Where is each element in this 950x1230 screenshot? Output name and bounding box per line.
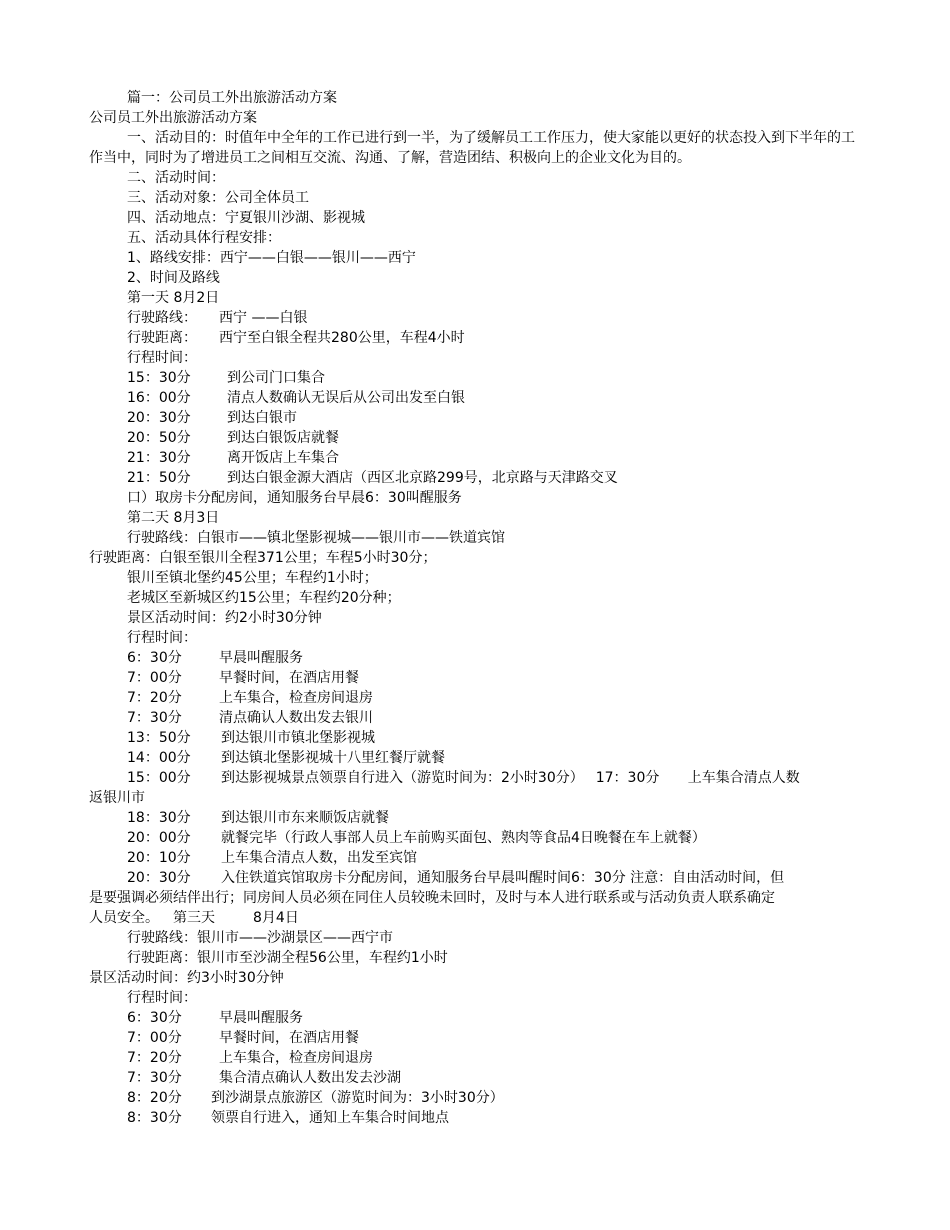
item-time: 20：50分 <box>127 430 191 446</box>
day3-distance: 行驶距离：银川市至沙湖全程56公里，车程约1小时 <box>127 950 448 966</box>
item-desc: 上车集合，检查房间退房 <box>219 690 373 706</box>
day3-date: 8月4日 <box>253 910 299 926</box>
day2-item <box>127 848 864 868</box>
item-desc: 清点确认人数出发去银川 <box>219 710 373 726</box>
item-time: 15：00分 <box>127 770 191 786</box>
item-time: 18：30分 <box>127 810 191 826</box>
item-time: 6：30分 <box>127 650 182 666</box>
day2-route: 行驶路线：白银市——镇北堡影视城——银川市——铁道宾馆 <box>127 530 505 546</box>
item-time: 21：50分 <box>127 470 191 486</box>
day1-item <box>127 388 864 408</box>
day3-item <box>127 1088 864 1108</box>
day1-item <box>127 428 864 448</box>
day2-note-line-2: 是要强调必须结伴出行；同房间人员必须在同住人员较晚未回时，及时与本人进行联系或与活动负责人联系确定 <box>89 890 775 906</box>
item-desc: 到达银川市东来顺饭店就餐 <box>221 810 389 826</box>
day1-heading: 第一天 8月2日 <box>127 290 220 306</box>
item-time: 7：20分 <box>127 1050 182 1066</box>
day3-route: 行驶路线：银川市——沙湖景区——西宁市 <box>127 930 393 946</box>
itinerary-heading: 五、活动具体行程安排： <box>127 230 281 246</box>
day1-route-value: 西宁 ——白银 <box>219 310 308 326</box>
day2-item <box>127 668 864 688</box>
item-time: 7：30分 <box>127 1070 182 1086</box>
doc-title: 篇一：公司员工外出旅游活动方案 <box>127 90 337 106</box>
day1-distance <box>127 328 864 348</box>
day2-item <box>127 808 864 828</box>
time-line: 二、活动时间： <box>127 170 225 186</box>
day2-item <box>127 648 864 668</box>
day3-item <box>127 1028 864 1048</box>
item-time: 6：30分 <box>127 1010 182 1026</box>
item-time: 7：00分 <box>127 670 182 686</box>
time-route-line: 2、时间及路线 <box>127 270 220 286</box>
day1-schedule-label: 行程时间： <box>127 350 197 366</box>
day2-item <box>127 708 864 728</box>
item-time: 20：00分 <box>127 830 191 846</box>
route-line: 1、路线安排：西宁——白银——银川——西宁 <box>127 250 416 266</box>
day1-route <box>127 308 864 328</box>
day2-schedule-label: 行程时间： <box>127 630 197 646</box>
day1-item <box>127 448 864 468</box>
day2-item-1730-continued: 返银川市 <box>89 790 145 806</box>
item-time: 8：30分 <box>127 1110 182 1126</box>
day3-item <box>127 1068 864 1088</box>
day2-distance-1: 银川至镇北堡约45公里；车程约1小时； <box>127 570 378 586</box>
day2-distance: 行驶距离：白银至银川全程371公里；车程5小时30分； <box>89 550 437 566</box>
day2-scenic-time: 景区活动时间：约2小时30分钟 <box>127 610 322 626</box>
item-time: 20：30分 <box>127 870 191 886</box>
item-time: 7：20分 <box>127 690 182 706</box>
item-time: 15：30分 <box>127 370 191 386</box>
day1-distance-label: 行驶距离： <box>127 330 197 346</box>
purpose-paragraph: 一、活动目的：时值年中全年的工作已进行到一半，为了缓解员工工作压力，使大家能以更好的状态投入到下半年的工作当中，同时为了增进员工之间相互交流、沟通、了解，营造团结、积极向上的企业文化为目的。 <box>89 130 855 166</box>
target-line: 三、活动对象：公司全体员工 <box>127 190 309 206</box>
day2-item <box>127 748 864 768</box>
item-time: 14：00分 <box>127 750 191 766</box>
item-desc: 到达白银市 <box>227 410 297 426</box>
item-time: 8：20分 <box>127 1090 182 1106</box>
item-desc: 早餐时间，在酒店用餐 <box>219 1030 359 1046</box>
day1-item <box>127 468 864 488</box>
item-time: 20：30分 <box>127 410 191 426</box>
item-desc: 到达镇北堡影视城十八里红餐厅就餐 <box>221 750 445 766</box>
day2-item <box>127 828 864 848</box>
day1-distance-value: 西宁至白银全程共280公里，车程4小时 <box>219 330 465 346</box>
item-time: 13：50分 <box>127 730 191 746</box>
item-desc: 清点人数确认无误后从公司出发至白银 <box>227 390 465 406</box>
day2-item <box>127 688 864 708</box>
item-desc: 到达白银金源大酒店（西区北京路299号，北京路与天津路交叉 <box>227 470 618 486</box>
day2-item <box>127 728 864 748</box>
item-desc: 领票自行进入，通知上车集合时间地点 <box>211 1110 449 1126</box>
day3-item <box>127 1008 864 1028</box>
item-time: 7：30分 <box>127 710 182 726</box>
place-line: 四、活动地点：宁夏银川沙湖、影视城 <box>127 210 365 226</box>
item-desc: 到达影视城景点领票自行进入（游览时间为：2小时30分） <box>221 770 584 786</box>
item-desc: 早晨叫醒服务 <box>219 650 303 666</box>
note-end: 人员安全。 <box>89 910 159 926</box>
item-desc: 上车集合清点人数，出发至宾馆 <box>221 850 417 866</box>
day2-heading: 第二天 8月3日 <box>127 510 220 526</box>
item-desc: 到公司门口集合 <box>227 370 325 386</box>
item-desc: 集合清点确认人数出发去沙湖 <box>219 1070 401 1086</box>
item-desc: 就餐完毕（行政人事部人员上车前购买面包、熟肉等食品4日晚餐在车上就餐） <box>221 830 706 846</box>
day2-distance-2: 老城区至新城区约15公里；车程约20分种； <box>127 590 401 606</box>
day2-item-2030 <box>127 868 864 888</box>
item-desc: 到达银川市镇北堡影视城 <box>221 730 375 746</box>
day1-route-label: 行驶路线： <box>127 310 197 326</box>
item-desc: 早晨叫醒服务 <box>219 1010 303 1026</box>
item-desc: 到达白银饭店就餐 <box>227 430 339 446</box>
day3-item <box>127 1048 864 1068</box>
day3-scenic-time: 景区活动时间：约3小时30分钟 <box>89 970 284 986</box>
day2-note-line-3 <box>89 908 864 928</box>
day1-item <box>127 368 864 388</box>
item-time: 17：30分 <box>595 770 660 786</box>
day2-item-1500 <box>127 768 867 788</box>
item-desc: 到沙湖景点旅游区（游览时间为：3小时30分） <box>211 1090 504 1106</box>
doc-subtitle: 公司员工外出旅游活动方案 <box>89 110 257 126</box>
day3-schedule-label: 行程时间： <box>127 990 197 1006</box>
item-desc: 上车集合清点人数 <box>687 770 800 786</box>
day1-item <box>127 408 864 428</box>
item-time: 16：00分 <box>127 390 191 406</box>
item-desc: 离开饭店上车集合 <box>227 450 339 466</box>
item-time: 7：00分 <box>127 1030 182 1046</box>
item-desc: 入住铁道宾馆取房卡分配房间，通知服务台早晨叫醒时间6：30分 注意：自由活动时间，但 <box>221 870 785 886</box>
day3-item <box>127 1108 864 1128</box>
item-desc: 早餐时间，在酒店用餐 <box>219 670 359 686</box>
day1-item-continued: 口）取房卡分配房间，通知服务台早晨6：30叫醒服务 <box>127 490 462 506</box>
item-desc: 上车集合，检查房间退房 <box>219 1050 373 1066</box>
item-time: 20：10分 <box>127 850 191 866</box>
day3-heading: 第三天 <box>173 910 215 926</box>
item-time: 21：30分 <box>127 450 191 466</box>
